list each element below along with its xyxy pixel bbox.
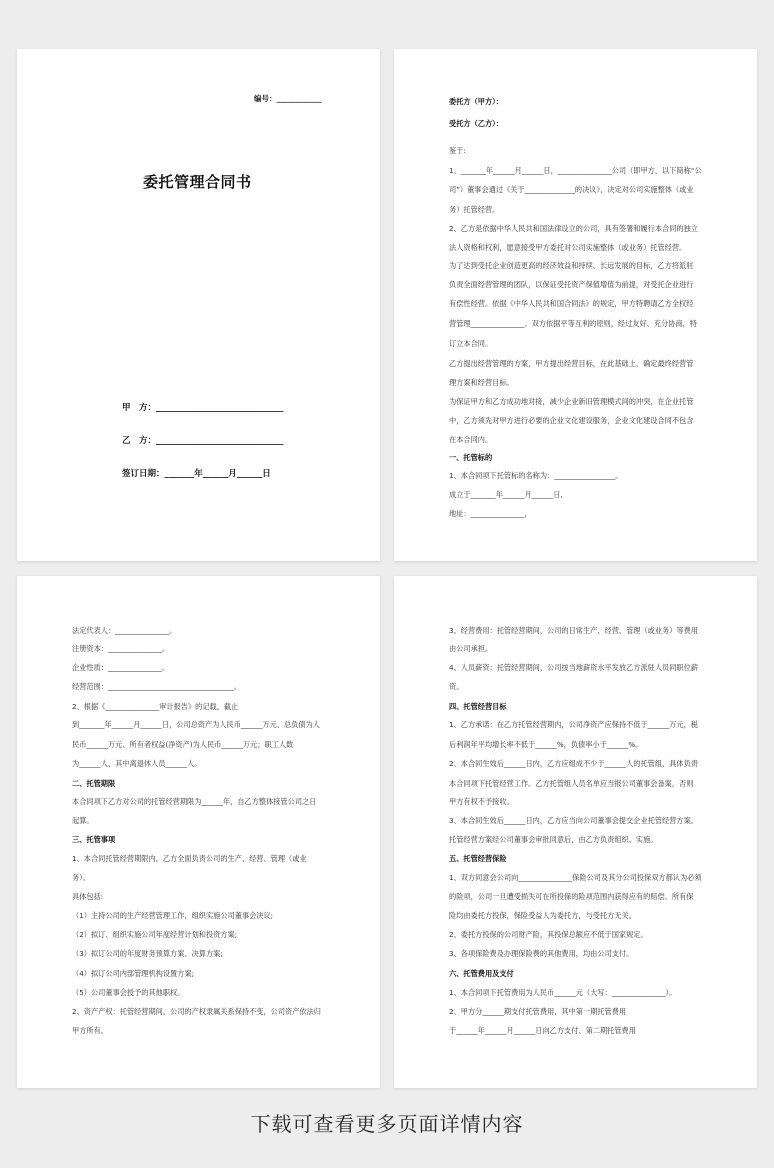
text-line: 甲方有权不予接收。: [449, 797, 514, 806]
text-line: 由公司承担。: [449, 644, 493, 653]
text-line: （4）拟订公司内部管理机构设置方案;: [72, 969, 194, 978]
text-line: 成立于_______年______月______日,: [449, 490, 563, 499]
text-line: （5）公司董事会授予的其他职权。: [72, 988, 185, 997]
text-line: 后利润年平均增长率不低于______%，负债率小于______%。: [449, 740, 643, 749]
text-line: 2、委托方投保的公司财产险，其投保总额应不低于国家规定。: [449, 930, 648, 939]
text-line: 企业性质：_______________。: [72, 663, 170, 672]
text-line: 1、_______年______月______日，_______________公司（即甲方，以下简称“公: [449, 166, 702, 175]
text-line: 民币______万元、所有者权益(净资产)为人民币______万元；职工人数: [72, 740, 294, 749]
text-line: 理方案和经营目标。: [449, 378, 514, 387]
text-line: 2、乙方是依据中华人民共和国法律设立的公司，具有签署和履行本合同的独立: [449, 224, 698, 233]
text-line: 3、各项保险费及办理保险费的其他费用，均由公司支付。: [449, 949, 634, 958]
text-line: 托管经营方案经公司董事会审批同意后，由乙方负责组织、实施。: [449, 835, 658, 844]
text-line: 1、本合同项下托管费用为人民币______元（大写：_______________）。: [449, 988, 677, 997]
text-line: 到_______年______月______日，公司总资产为人民币______万元、总负债为人: [72, 720, 320, 729]
section-heading: 三、托管事项: [72, 835, 116, 844]
text-line: 1、乙方承诺：在乙方托管经营期内，公司净资产应保持不低于______万元，税: [449, 720, 698, 729]
text-line: 2、根据《_______________审计报告》的记载，截止: [72, 702, 239, 711]
section-heading: 委托方（甲方）：: [449, 97, 503, 106]
text-line: （1）主持公司的生产经营管理工作，组织实施公司董事会决议;: [72, 911, 274, 920]
text-line: 营管理_______________。双方依据平等互利的原则，经过友好、充分协商，特: [449, 319, 697, 328]
text-line: 1、本合同项下托管标的名称为：_________________。: [449, 471, 623, 480]
text-line: 1、本合同托管经营期限内，乙方全面负责公司的生产、经营、管理（或业: [72, 854, 307, 863]
text-line: 为______人，其中离退休人员______人。: [72, 759, 202, 768]
text-line: 在本合同内。: [449, 435, 493, 444]
text-line: 3、本合同生效后______日内，乙方应当向公司董事会提交企业托管经营方案。: [449, 816, 698, 825]
text-line: 订立本合同。: [449, 339, 493, 348]
download-more-caption: 下载可查看更多页面详情内容: [250, 1112, 524, 1136]
text-line: 的险项，公司一旦遭受损失可在所投保的险项范围内获得应有的赔偿。所有保: [449, 892, 694, 901]
text-line: 2、本合同生效后______日内，乙方应组成不少于______人的托管组，具体负责: [449, 759, 698, 768]
page-2: [394, 49, 757, 561]
text-line: 甲方所有。: [72, 1026, 108, 1035]
text-line: 负责全面经营管理的团队，以保证受托资产保值增值为前提，对受托企业进行: [449, 280, 694, 289]
text-line: 于______年______月______日向乙方支付、第二期托管费用: [449, 1026, 636, 1035]
text-line: 注册资本：_______________。: [72, 644, 170, 653]
section-heading: 受托方（乙方）：: [449, 119, 503, 128]
text-line: 地址：_______________，: [449, 509, 532, 518]
page-cover: [17, 49, 380, 561]
text-line: 乙方提出经营管理的方案，甲方提出经营目标，在此基础上，确定最终经营管: [449, 359, 694, 368]
text-line: 2、甲方分______期支付托管费用，其中第一期托管费用: [449, 1007, 627, 1016]
text-line: 务）托管经营。: [449, 205, 500, 214]
page-3: [17, 576, 380, 1088]
text-line: 法定代表人：_______________。: [72, 626, 177, 635]
text-line: 起算。: [72, 816, 94, 825]
text-line: 具体包括:: [72, 892, 104, 901]
text-line: 资。: [449, 682, 464, 691]
text-line: 中，乙方须先对甲方进行必要的企业文化建设服务，企业文化建设合同不包含: [449, 416, 694, 425]
text-line: 险均由委托方投保，保险受益人为委托方，与受托方无关。: [449, 911, 636, 920]
text-line: 3、经营费用：托管经营期间，公司的日常生产、经营、管理（或业务）等费用: [449, 626, 698, 635]
document-title: 委托管理合同书: [143, 173, 252, 191]
text-line: （2）拟订、组织实施公司年度经营计划和投资方案;: [72, 930, 238, 939]
section-heading: 六、托管费用及支付: [449, 969, 514, 978]
text-line: 务）。: [72, 873, 90, 882]
text-line: 有偿性经营。依据《中华人民共和国合同法》的规定，甲方特聘请乙方全权经: [449, 299, 694, 308]
text-line: 为保证甲方和乙方成功地对接，减少企业新旧管理模式间的冲突，在企业托管: [449, 397, 694, 406]
contract-number: 编号：____________: [254, 94, 322, 103]
party-a-line: 甲 方：______________________________: [122, 403, 284, 413]
sign-date-line: 签订日期：_______年______月______日: [122, 469, 271, 479]
text-line: 本合同项下乙方对公司的托管经营期限为______年，自乙方整体接管公司之日: [72, 797, 317, 806]
text-line: 司”）董事会通过《关于______________的决议》，决定对公司实施整体（或业: [449, 185, 694, 194]
page-4: [394, 576, 757, 1088]
section-heading: 四、托管经营目标: [449, 702, 507, 711]
text-line: 2、资产产权：托管经营期间，公司的产权隶属关系保持不变，公司资产依法归: [72, 1007, 321, 1016]
section-heading: 五、托管经营保险: [449, 854, 507, 863]
text-line: 4、人员薪资：托管经营期间，公司按当地薪资水平发放乙方派驻人员同职位薪: [449, 663, 698, 672]
text-line: 鉴于:: [449, 146, 466, 155]
section-heading: 一、托管标的: [449, 453, 493, 462]
section-heading: 二、托管期限: [72, 779, 116, 788]
text-line: （3）拟订公司的年度财务预算方案、决算方案;: [72, 949, 223, 958]
text-line: 1、双方同意会公司向_______________保险公司及其分公司投保双方都认为必须: [449, 873, 702, 882]
text-line: 为了达到受托企业创造更高的经济效益和持续、长远发展的目标，乙方将派驻: [449, 261, 694, 270]
party-b-line: 乙 方：______________________________: [122, 436, 284, 446]
text-line: 法人资格和权利，愿意接受甲方委托对公司实施整体（或业务）托管经营。: [449, 243, 687, 252]
text-line: 经营范围：___________________________________。: [72, 682, 241, 691]
text-line: 本合同项下托管经营工作。乙方托管组人员名单应当报公司董事会备案，否则: [449, 779, 694, 788]
